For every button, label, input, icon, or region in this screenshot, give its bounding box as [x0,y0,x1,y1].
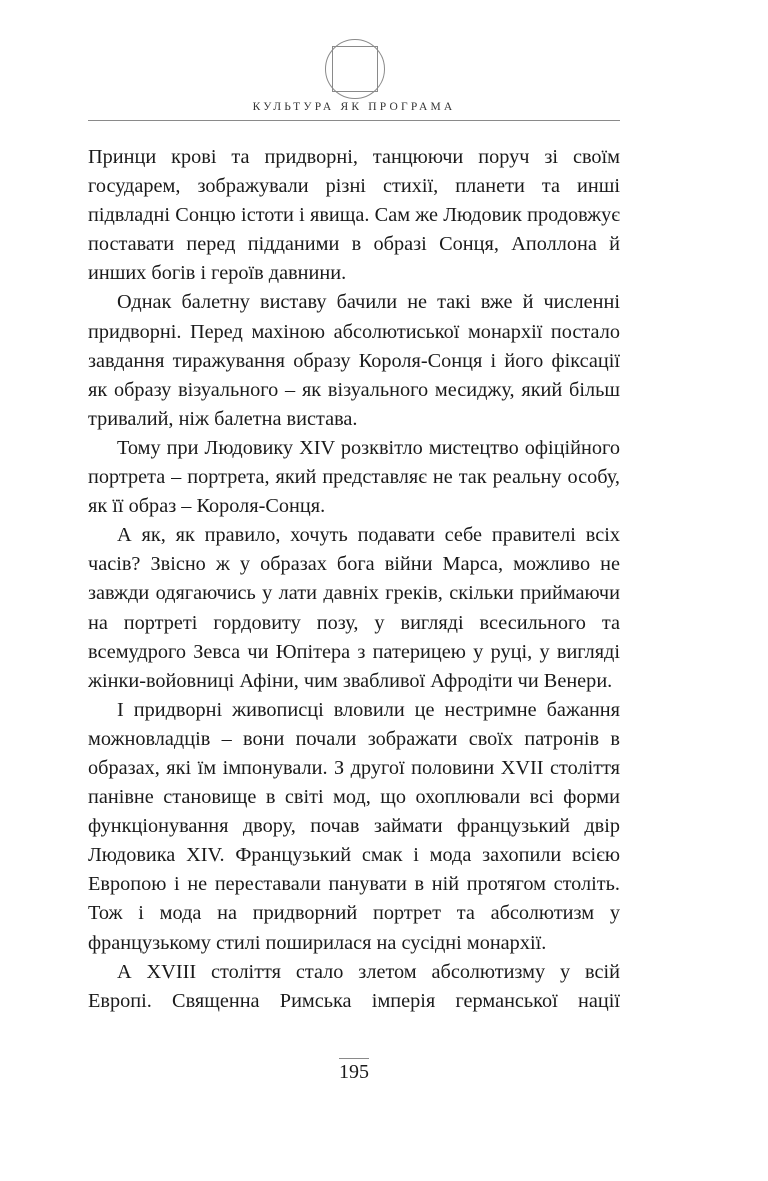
running-header: КУЛЬТУРА ЯК ПРОГРАМА [252,101,456,113]
paragraph: І придворні живописці вловили це нестримне бажання можновладців – вони почали зображати своїх патронів в образах, які їм імпонували. З другої половини XVII століття панівне становище в світі мод, що охоплювали всі форми функціонування двору, почав займати французький двір Людовика XIV. Французький смак і мода захопили всією Европою і не переставали панувати в ній протягом століть. Тож і мода на придворний портрет та абсолютизм у французькому стилі поширилася на сусідні монархії. [88,698,620,954]
page-number: 195 [339,1061,369,1083]
paragraph: Тому при Людовику XIV розквітло мистецтво офіційного портрета – портрета, який представляє не так реальну особу, як її образ – Короля-Сонця. [88,436,620,518]
text-body [88,143,620,1016]
circle-square-emblem-icon [324,38,386,100]
paragraph: А XVIII століття стало злетом абсолютизму у всій Европі. Священна Римська імперія германської нації [88,960,620,1012]
paragraph: А як, як правило, хочуть подавати себе правителі всіх часів? Звісно ж у образах бога війни Марса, можливо не завжди одягаючись у лати давніх греків, скільки приймаючи на портреті гордовиту позу, у вигляді всесильного та всемудрого Зевса чи Юпітера з патерицею у руці, у вигляді жінки-войовниці Афіни, чим звабливої Афродіти чи Венери. [88,524,620,692]
paragraph: Однак балетну виставу бачили не такі вже й численні придворні. Перед махіною абсолютиської монархії постало завдання тиражування образу Короля-Сонця і його фіксації як образу візуального – як візуального месиджу, який більш тривалий, ніж балетна вистава. [88,291,620,430]
paragraph: Принци крові та придворні, танцюючи поруч зі своїм государем, зображували різні стихії, планети та инші підвладні Сонцю істоти і явища. Сам же Людовик продовжує поставати перед підданими в образі Сонця, Аполлона й инших богів і героїв давнини. [88,146,620,285]
header-rule [88,120,620,121]
